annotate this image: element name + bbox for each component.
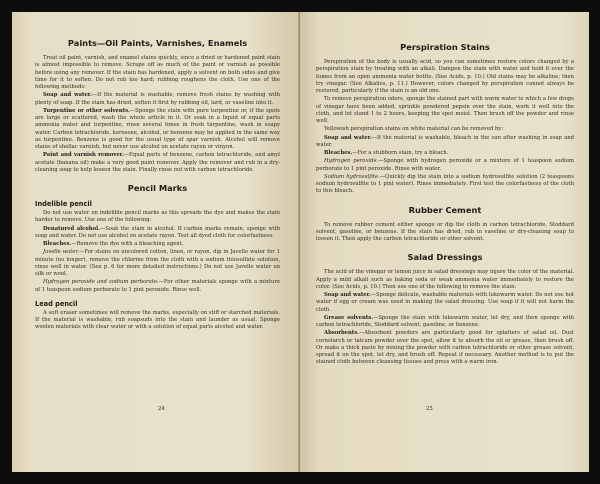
left-page bbox=[12, 12, 300, 472]
rubber-cement-heading: Rubber Cement bbox=[408, 204, 482, 215]
perspiration-p3: Yellowish perspiration stains on white material can be removed by: bbox=[324, 126, 504, 133]
lead-pencil-text: A soft eraser sometimes will remove the marks, especially on stiff or starched materials. If the material is washable, rub soapsuds into the stain and launder as usual. Sponge woolen materials with clear water or with a solution of equal parts alcohol and water. bbox=[35, 309, 280, 331]
salad-absorbents: Absorbents.—Absorbent powders are particularly good for splatters of salad oil. Dust cornstarch or talcum powder over the spot, allow it to absorb the oil or grease, then brush off. Or make a thick paste by mixing the powder with carbon tetrachloride or other grease solvent, spread it on the spot, let dry, and brush off. Repeat if necessary. Another method is to put the stained cloth between cleansing tissues and press with a warm iron. bbox=[316, 330, 574, 366]
perspiration-hydrosulfite: Sodium hydrosulfite.—Quickly dip the stain into a sodium hydrosulfite solution (2 teaspoons sodium hydrosulfite to 1 pint water). Rinse immediately. First test the colorfastness of the cloth to this bleach. bbox=[316, 173, 574, 195]
perspiration-peroxide: Hydrogen peroxide.—Sponge with hydrogen peroxide or a mixture of 1 teaspoon sodium perborate to 1 pint peroxide. Rinse with water. bbox=[316, 158, 574, 172]
salad-intro: The acid of the vinegar or lemon juice in salad dressings may injure the color of the material. Apply a mild alkali such as baking soda or weak ammonia water immediately to restore the color. (See Acids, p. 10.) Then use one of the following to remove the stain: bbox=[316, 269, 574, 290]
salad-grease-solvents: Grease solvents.—Sponge the stain with lukewarm water, let dry, and then sponge with carbon tetrachloride, Stoddard solvent, gasoline, or benzene. bbox=[316, 314, 575, 328]
left-page-number: 24 bbox=[158, 406, 165, 412]
salad-dressings-heading: Salad Dressings bbox=[407, 252, 483, 263]
right-page-number: 25 bbox=[426, 406, 433, 412]
paints-turpentine: Turpentine or other solvents.—Sponge the stain with pure turpentine or, if the spots are large or scattered, wash the whole article in it. Or soak in a liquid of equal parts ammonia water and turpentine, rinse several times in fresh turpentine, wash in soapy water. Carbon tetrachloride, kerosene, alcohol, or benzene may be applied in the same way as turpentine. Benzene is good for the usual type of spar varnish. Alcohol will remove stains of shellac varnish, but never use alcohol on acetate rayon or vinyon. bbox=[35, 107, 280, 150]
salad-soap: Soap and water.—Sponge delicate, washable materials with lukewarm water. Do not use hot water if egg or cream was used in making the salad dressing. Use soap if it will not harm the cloth. bbox=[316, 292, 574, 313]
indelible-alcohol: Denatured alcohol.—Soak the stain in alcohol. If carbon marks remain, sponge with soap and water. Do not use alcohol on acetate rayon. Test all dyed cloth for colorfastness. bbox=[35, 225, 280, 239]
right-page bbox=[300, 12, 589, 472]
perspiration-p1: Perspiration of the body is usually acid, so you can sometimes restore colors changed by a perspiration stain by treating with an alkali. Dampen the stain with water and hold it over the fumes from an open ammonia water bottle. (See Acids, p. 10.) Old stains may be alkaline; then try vinegar. (See Alkalies, p. 11.) However, colors changed by perspiration cannot always be restored, particularly if the stain is an old one. bbox=[316, 59, 574, 94]
perspiration-heading: Perspiration Stains bbox=[400, 42, 490, 52]
indelible-pencil-heading: Indelible pencil bbox=[35, 200, 92, 208]
perspiration-soap: Soap and water.—If the material is washable, bleach in the sun after washing in soap and water. bbox=[316, 134, 575, 148]
indelible-bleaches: Bleaches.—Remove the dye with a bleaching agent. bbox=[43, 241, 184, 247]
lead-pencil-heading: Lead pencil bbox=[35, 299, 78, 308]
rubber-cement-text: To remove rubber cement either sponge or dip the cloth in carbon tetrachloride, Stoddard solvent, gasoline, or benzene. If the stain has dried, rub in vaseline or dry-cleaning soup to loosen it. Then apply the carbon tetrachloride or other solvent. bbox=[316, 221, 574, 242]
perspiration-p2: To remove perspiration odors, sponge the stained part with warm water to which a few drops of vinegar have been added, sprinkle powdered pepsin over the stain, work it well into the cloth, and let stand 1 to 2 hours, keeping the spot moist. Then brush off the powder and rinse well. bbox=[316, 96, 574, 124]
indelible-peroxide: Hydrogen peroxide and sodium perborate.—For other materials sponge with a mixture of 1 teaspoon sodium perborate to 1 pint peroxide. Rinse well. bbox=[35, 279, 280, 293]
perspiration-bleaches: Bleaches.—For a stubborn stain, try a bleach. bbox=[324, 150, 449, 156]
paints-intro: Treat oil paint, varnish, and enamel stains quickly, since a dried or hardened paint stain is almost impossible to remove. Scrape off as much of the paint or varnish as possible before using any remover. If the stain has hardened, apply a solvent on both sides and give time for it to soften. Do not rub too hard; rubbing roughens the cloth. Use one of the following methods: bbox=[35, 55, 280, 90]
paints-soap-water: Soap and water.—If the material is washable, remove fresh stains by washing with plenty of soap. If the stain has dried, soften it first by rubbing oil, lard, or vaseline into it. bbox=[35, 92, 280, 106]
pencil-marks-heading: Pencil Marks bbox=[127, 183, 188, 193]
paints-heading: Paints—Oil Paints, Varnishes, Enamels bbox=[67, 38, 248, 48]
right-page-content bbox=[316, 42, 574, 368]
indelible-javelle: Javelle water.—For stains on uncolored cotton, linen, or rayon, dip in Javelle water for 1 minute (no longer), remove the chlorine from the cloth with a sodium thiosulfate solution, rinse well in water. (See p. 6 for more detailed instructions.) Do not use Javelle water on silk or wool. bbox=[35, 249, 280, 277]
left-page-content bbox=[35, 38, 280, 333]
indelible-intro: Do not use water on indelible pencil marks as this spreads the dye and makes the stain harder to remove. Use one of the following: bbox=[35, 210, 280, 224]
paints-remover: Paint and varnish remover.—Equal parts of benzene, carbon tetrachloride, and amyl acetate (banana oil) make a very good paint remover. Apply the remover and rub in a dry-cleaning soap to help loosen the stain. Finally rinse out with carbon tetrachloride. bbox=[35, 152, 280, 173]
